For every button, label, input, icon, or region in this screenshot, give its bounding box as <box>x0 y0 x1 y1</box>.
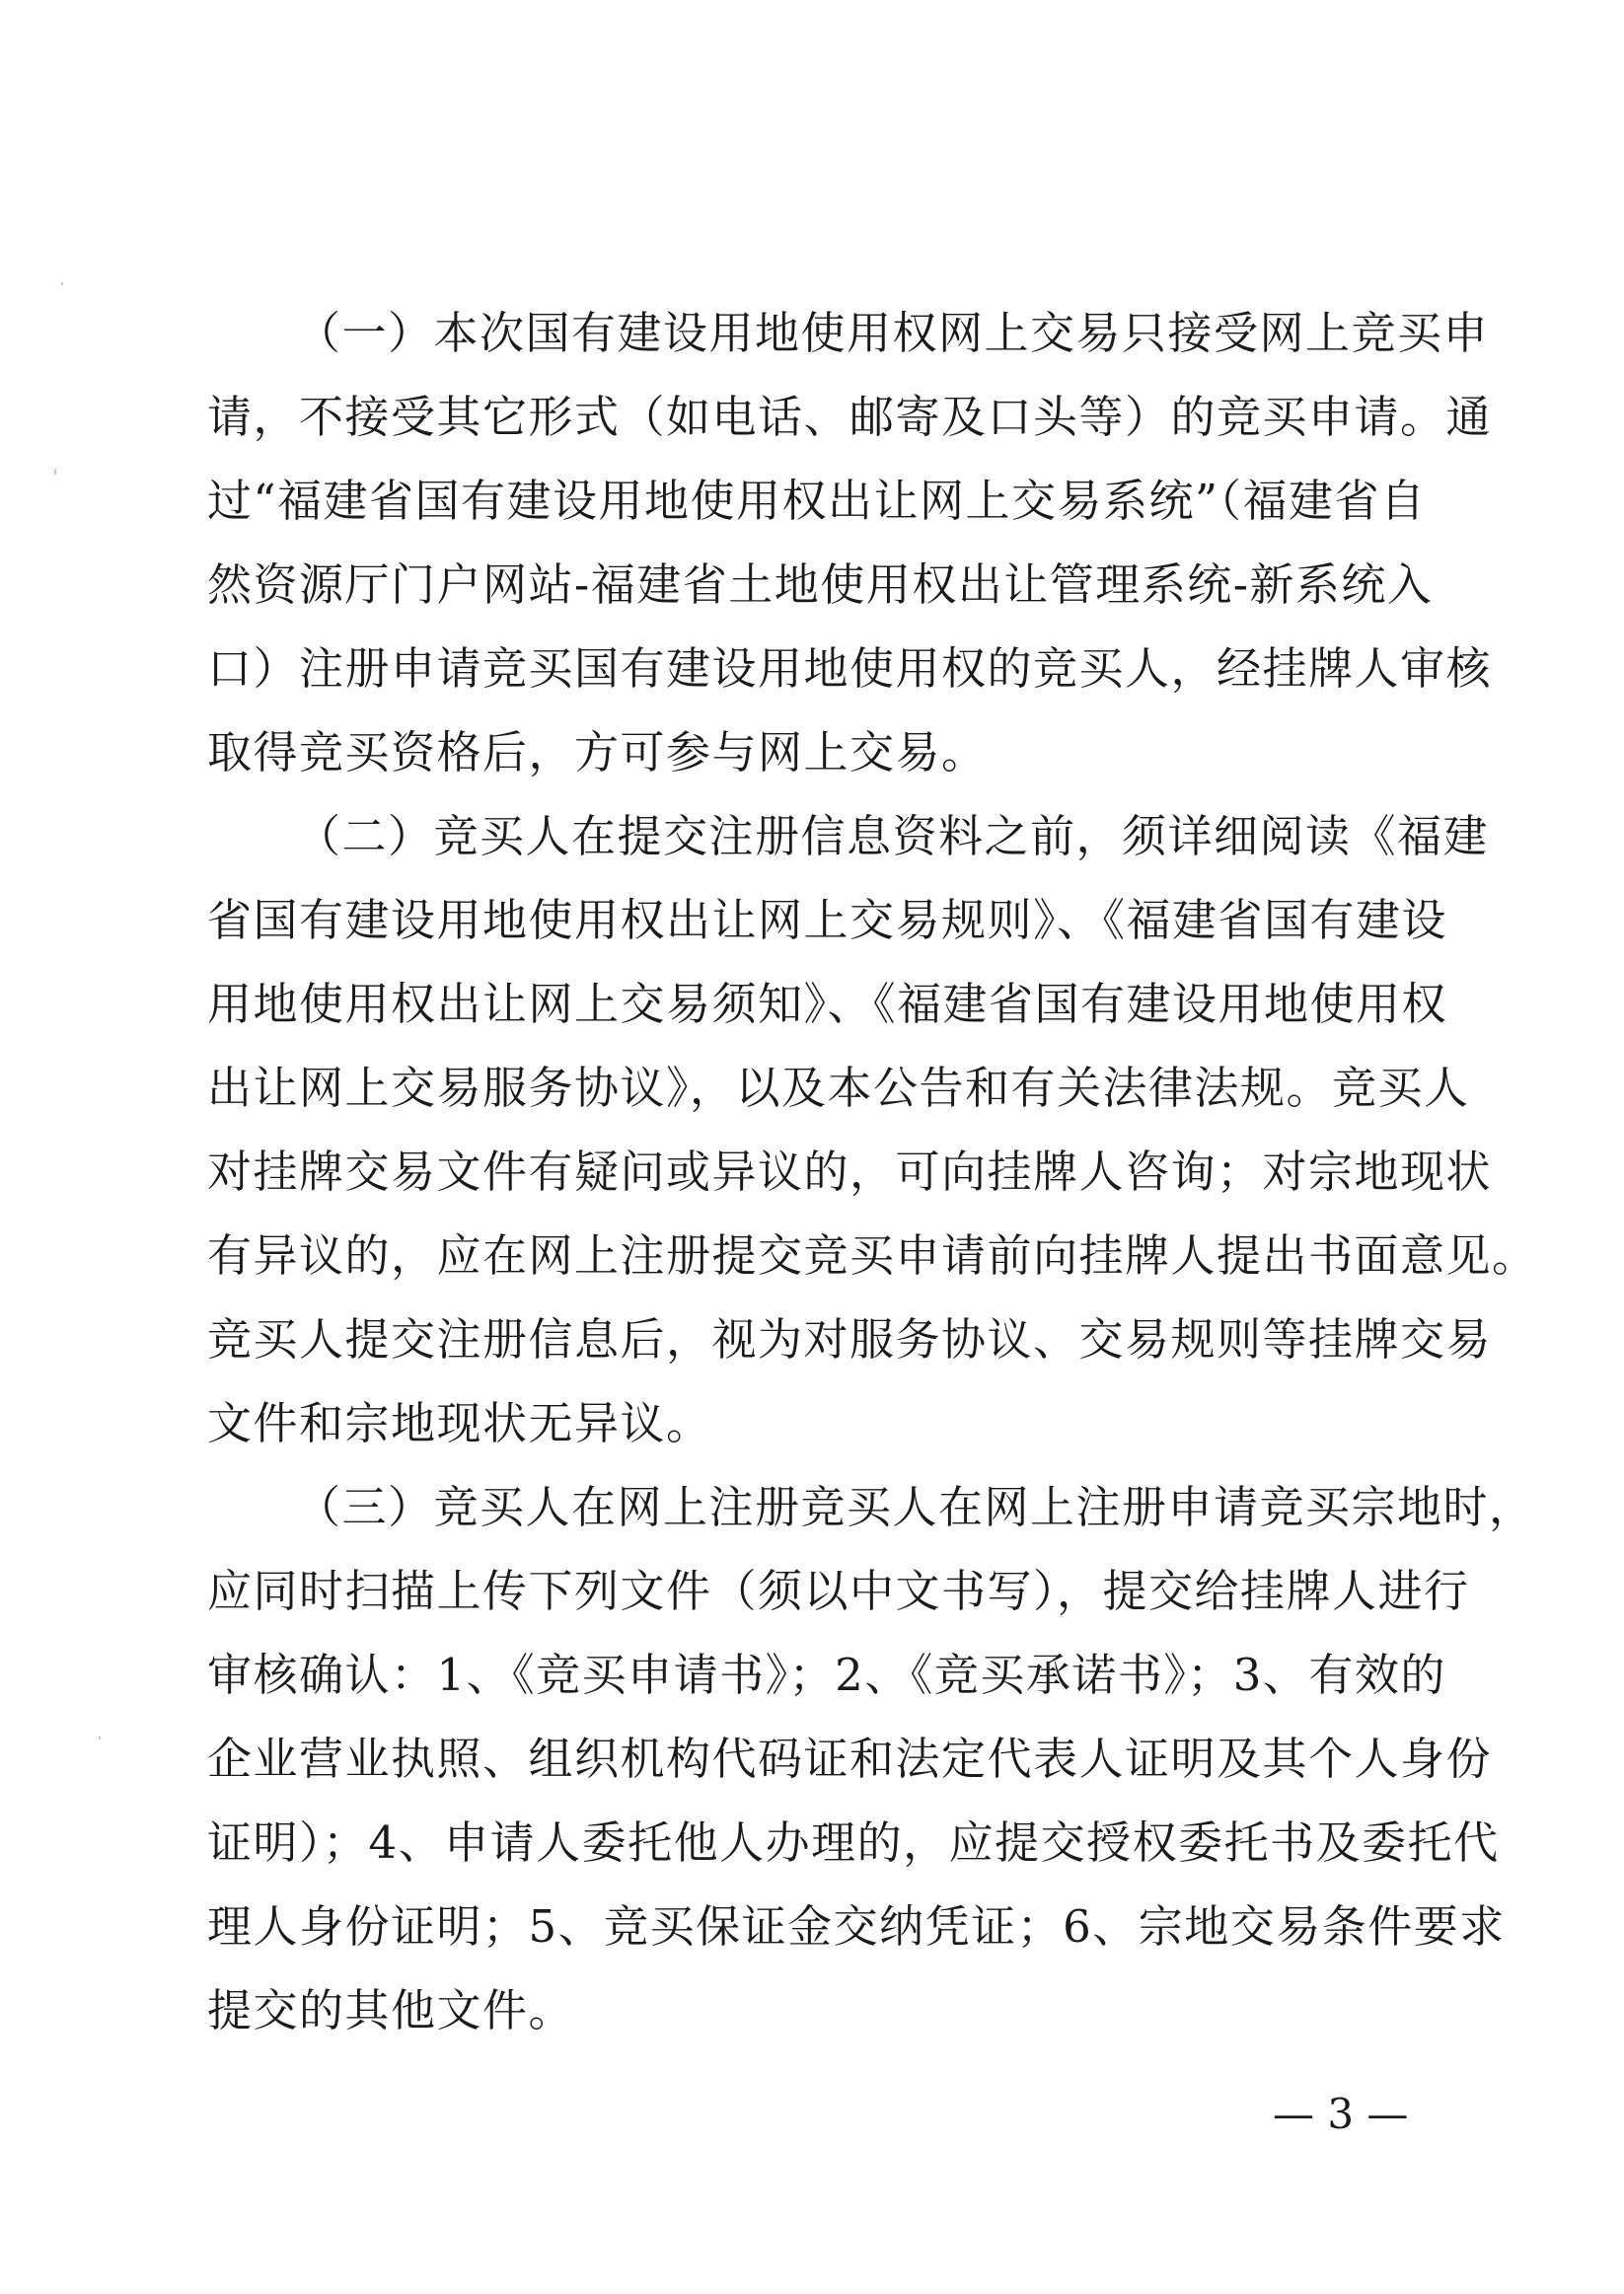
paragraph-1-line-4: 然资源厅门户网站-福建省土地使用权出让管理系统-新系统入 <box>207 558 1434 611</box>
paragraph-1-line-1: （一）本次国有建设用地使用权网上交易只接受网上竞买申 <box>296 307 1490 359</box>
paragraph-1-line-5: 口）注册申请竞买国有建设用地使用权的竞买人，经挂牌人审核 <box>207 642 1493 695</box>
paragraph-3-line-1: （三）竞买人在网上注册竞买人在网上注册申请竞买宗地时， <box>296 1481 1535 1533</box>
paragraph-2-line-1: （二）竞买人在提交注册信息资料之前，须详细阅读《福建 <box>296 810 1490 862</box>
paragraph-3-line-2: 应同时扫描上传下列文件（须以中文书写），提交给挂牌人进行 <box>207 1565 1470 1617</box>
paragraph-2-line-4: 出让网上交易服务协议》，以及本公告和有关法律法规。竞买人 <box>207 1062 1470 1114</box>
paragraph-2-line-7: 竞买人提交注册信息后，视为对服务协议、交易规则等挂牌交易 <box>207 1313 1493 1366</box>
scan-speck <box>54 469 56 475</box>
paragraph-1-line-2: 请，不接受其它形式（如电话、邮寄及口头等）的竞买申请。通 <box>207 391 1493 443</box>
paragraph-3-line-4: 企业营业执照、组织机构代码证和法定代表人证明及其个人身份 <box>207 1733 1493 1785</box>
paragraph-1-line-3: 过“福建省国有建设用地使用权出让网上交易系统”（福建省自 <box>207 475 1427 527</box>
paragraph-3-line-5: 证明）；4、申请人委托他人办理的，应提交授权委托书及委托代 <box>207 1816 1500 1869</box>
paragraph-2-line-8: 文件和宗地现状无异议。 <box>207 1397 712 1449</box>
page-number: — 3 — <box>1273 2090 1409 2138</box>
paragraph-3-line-7: 提交的其他文件。 <box>207 1984 575 2036</box>
paragraph-1-line-6: 取得竞买资格后，方可参与网上交易。 <box>207 726 988 778</box>
paragraph-2-line-5: 对挂牌交易文件有疑问或异议的，可向挂牌人咨询；对宗地现状 <box>207 1146 1493 1198</box>
paragraph-3-line-3: 审核确认：1、《竞买申请书》；2、《竞买承诺书》；3、有效的 <box>207 1649 1446 1701</box>
paragraph-2-line-6: 有异议的，应在网上注册提交竞买申请前向挂牌人提出书面意见。 <box>207 1229 1538 1282</box>
scan-speck <box>61 282 63 285</box>
paragraph-2-line-2: 省国有建设用地使用权出让网上交易规则》、《福建省国有建设 <box>207 894 1448 946</box>
paragraph-2-line-3: 用地使用权出让网上交易须知》、《福建省国有建设用地使用权 <box>207 978 1448 1030</box>
scan-speck <box>99 1737 101 1739</box>
paragraph-3-line-6: 理人身份证明；5、竞买保证金交纳凭证；6、宗地交易条件要求 <box>207 1900 1506 1953</box>
